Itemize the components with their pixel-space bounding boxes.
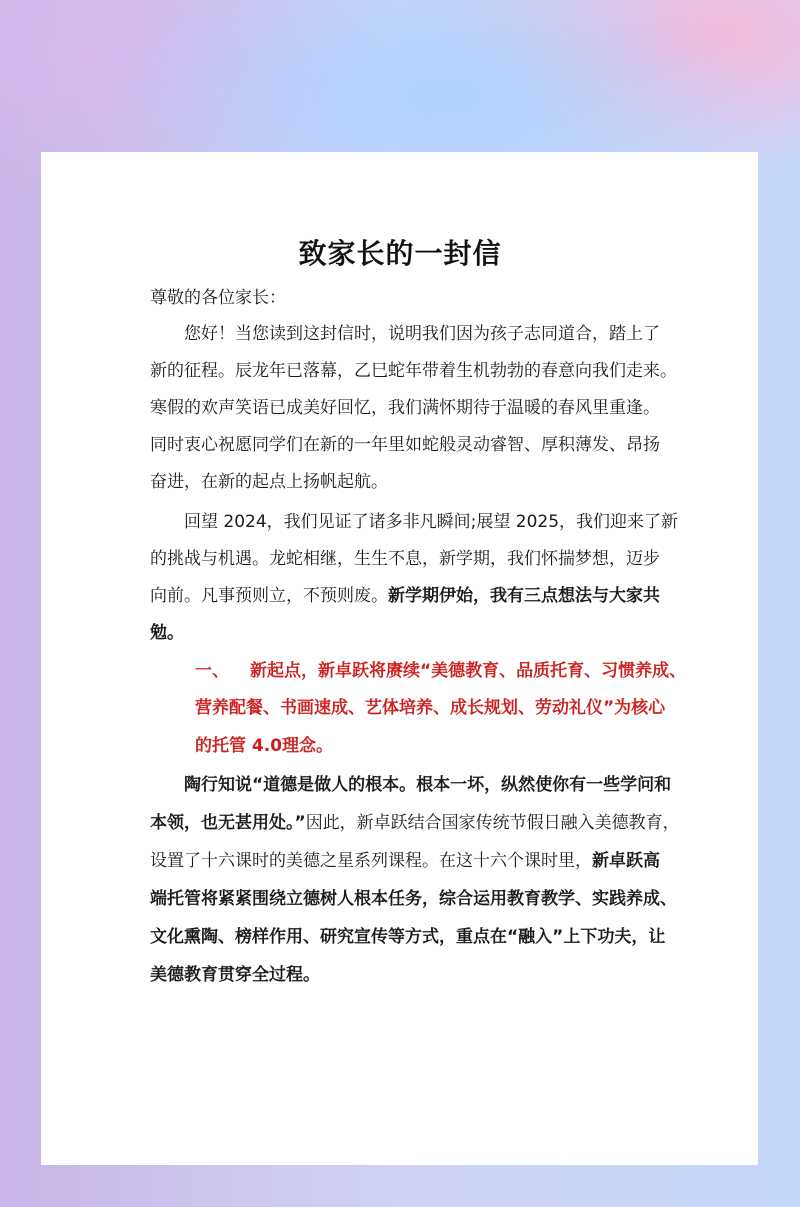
paragraph-3-text: 因此，新卓跃结合国家传统节假日融入美德教育， bbox=[305, 813, 680, 833]
letter-title: 致家长的一封信 bbox=[298, 237, 502, 270]
point-1-line: 营养配餐、书画速成、艺体培养、成长规划、劳动礼仪”为核心 bbox=[195, 698, 666, 718]
paragraph-2-line: 勉。 bbox=[150, 623, 184, 643]
paragraph-3-line: 文化熏陶、榜样作用、研究宣传等方式，重点在“融入”上下功夫，让 bbox=[150, 927, 666, 947]
paragraph-2-line: 的挑战与机遇。龙蛇相继，生生不息，新学期，我们怀揣梦想，迈步 bbox=[150, 549, 660, 569]
paragraph-2-line bbox=[150, 583, 660, 609]
paragraph-1-line: 奋进，在新的起点上扬帆起航。 bbox=[150, 472, 388, 492]
salutation: 尊敬的各位家长： bbox=[150, 288, 286, 308]
paragraph-3-line bbox=[150, 848, 660, 874]
paragraph-3-line: 端托管将紧紧围绕立德树人根本任务，综合运用教育教学、实践养成、 bbox=[150, 889, 677, 909]
paragraph-3-line: 陶行知说“道德是做人的根本。根本一坏，纵然使你有一些学问和 bbox=[184, 775, 672, 795]
paragraph-2-bold-text: 新学期伊始，我有三点想法与大家共 bbox=[388, 586, 660, 606]
paragraph-1-line: 您好！当您读到这封信时，说明我们因为孩子志同道合，踏上了 bbox=[184, 324, 660, 344]
paragraph-3-text: 设置了十六课时的美德之星系列课程。在这十六个课时里， bbox=[150, 851, 592, 871]
paragraph-3-line: 美德教育贯穿全过程。 bbox=[150, 965, 320, 985]
paragraph-3-line bbox=[150, 810, 680, 836]
point-1-line: 的托管 4.0理念。 bbox=[195, 736, 334, 756]
paragraph-3-bold-text: 新卓跃高 bbox=[592, 851, 660, 871]
paragraph-1-line: 寒假的欢声笑语已成美好回忆，我们满怀期待于温暖的春风里重逢。 bbox=[150, 398, 660, 418]
point-1-marker: 一、 bbox=[195, 661, 229, 681]
point-1-line: 新起点，新卓跃将赓续“美德教育、品质托育、习惯养成、 bbox=[250, 661, 687, 681]
paragraph-2-line: 回望 2024，我们见证了诸多非凡瞬间;展望 2025，我们迎来了新 bbox=[184, 512, 679, 532]
paragraph-3-bold-text: 本领，也无甚用处。” bbox=[150, 813, 306, 833]
paragraph-1-line: 新的征程。辰龙年已落幕，乙巳蛇年带着生机勃勃的春意向我们走来。 bbox=[150, 361, 677, 381]
paragraph-2-text: 向前。凡事预则立，不预则废。 bbox=[150, 586, 388, 606]
paragraph-1-line: 同时衷心祝愿同学们在新的一年里如蛇般灵动睿智、厚积薄发、昂扬 bbox=[150, 435, 660, 455]
